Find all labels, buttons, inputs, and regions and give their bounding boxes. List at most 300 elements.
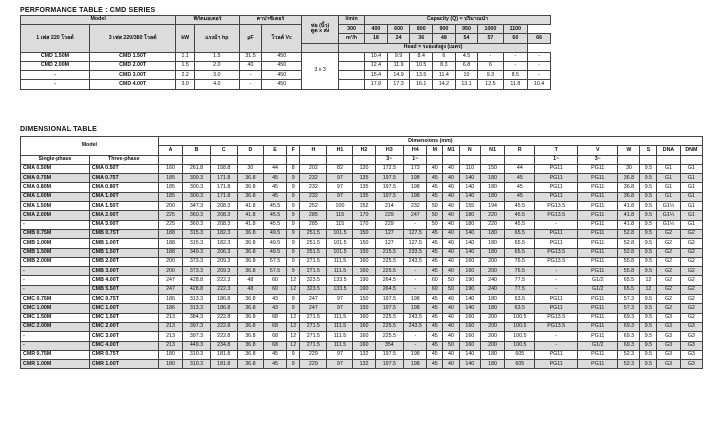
dim-value: G3 [680,322,702,331]
dim-col-h: H [300,146,327,155]
perf-lmin-6: 1000 [478,25,503,34]
perf-phase3-header: 3 เฟส 220/380 โวลต์ [89,25,175,53]
dim-subrow-cell [353,155,375,164]
dim-value: 285 [300,211,327,220]
perf-head-value: 10.5 [410,61,433,70]
dim-value: 349.3 [183,248,210,257]
dim-value: - [404,332,427,341]
dim-value: 261.8 [183,164,210,173]
dim-value: 45.5 [263,211,286,220]
dim-value: 50 [427,220,443,229]
dim-value: PG11 [535,295,578,304]
dim-value: 271.5 [300,313,327,322]
dim-value: 180 [480,229,505,238]
dim-value: - [535,220,578,229]
dim-row [21,360,703,369]
perf-pipe-header: ท่อ (นิ้ว) ดูด x ส่ง [302,16,339,44]
dim-value: 40 [443,350,460,359]
perf-lmin-label: l/min [338,16,364,25]
dim-row [21,276,703,285]
dim-model-1ph: CMA 1.50M [21,202,90,211]
dim-value: 160 [459,313,480,322]
dim-model-1ph: CMA 0.75M [21,174,90,183]
dim-value: G2 [657,229,680,238]
dim-value: PG13.5 [535,202,578,211]
dim-value: G3 [680,350,702,359]
dim-value: 12 [287,276,300,285]
dim-row [21,183,703,192]
dim-value: 428.8 [183,285,210,294]
dim-value: G1 [657,183,680,192]
dim-col-t: T [535,146,578,155]
perf-head-value: 8.4 [410,52,433,61]
dim-value: 57.3 [618,295,640,304]
dim-col-h2: H2 [353,146,375,155]
dim-model-3ph: CMB 4.00T [89,276,158,285]
dim-value: 150 [480,164,505,173]
dim-value: G3 [680,332,702,341]
dim-value: PG11 [578,360,618,369]
perf-head-value: 15.4 [365,71,388,80]
dim-subrow-cell [459,155,480,164]
dim-value: 605 [505,350,535,359]
dim-value: 45 [427,248,443,257]
dim-model-3ph: CMB 3.00T [89,267,158,276]
dim-value: 65.5 [618,276,640,285]
dim-model-3ph: CMR 0.75T [89,350,158,359]
dim-value: 180 [480,304,505,313]
dim-value: 100 [327,202,353,211]
dim-value: 45 [427,295,443,304]
dim-value: 140 [459,174,480,183]
dim-value: 45 [505,183,535,192]
dim-value: 229 [300,350,327,359]
perf-vc: 450 [262,52,302,61]
dim-value: 60 [427,285,443,294]
dim-value: 52.8 [618,248,640,257]
dim-value: PG13.5 [535,322,578,331]
dim-row [21,202,703,211]
dim-value: - [404,341,427,350]
dim-value: 190 [459,285,480,294]
dim-value: 315.3 [183,229,210,238]
dim-value: 190 [353,285,375,294]
dim-value: 135 [353,183,375,192]
dim-value: 9.5 [640,332,657,341]
dim-value: 133.5 [327,285,353,294]
perf-kw-header: kW [176,25,195,53]
dim-value: 100.5 [505,322,535,331]
perf-capacity-header: Capacity (Q) = ปริมาณน้ำ [365,16,551,25]
dim-value: 181.8 [210,360,237,369]
dim-value: 428.8 [183,276,210,285]
dim-value: 170 [353,211,375,220]
dim-value: 8 [287,164,300,173]
dim-col-dna: DNA [657,146,680,155]
dim-value: 40 [443,164,460,173]
dim-value: 9 [287,192,300,201]
perf-head-value: 9.3 [478,71,503,80]
dim-value: 40 [443,174,460,183]
perf-pipe-value: 3 x 3 [302,52,339,89]
dim-value: 36.8 [237,313,263,322]
dim-value: PG11 [578,332,618,341]
dim-model-1ph: CMC 2.00M [21,322,90,331]
perf-lmin-0: 300 [338,25,364,34]
dim-value: 36.8 [618,192,640,201]
dim-value: 397.3 [183,332,210,341]
dim-value: 82 [327,164,353,173]
dim-value: PG11 [535,164,578,173]
dim-value: 45.5 [263,202,286,211]
dim-value: G2 [680,248,702,257]
perf-lmin-1: 400 [365,25,388,34]
dim-value: 247 [158,285,183,294]
dim-value: G1/2 [578,285,618,294]
dim-col-r: R [505,146,535,155]
dim-value: - [535,276,578,285]
dim-subrow-cell [427,155,443,164]
dim-value: 40 [443,248,460,257]
dim-value: G3 [657,313,680,322]
dim-model-3ph: CMB 1.00T [89,239,158,248]
dim-value: 180 [480,248,505,257]
perf-uf-header: µF [239,25,262,53]
dim-value: 234.8 [210,341,237,350]
dim-row [21,174,703,183]
dim-value: 111.5 [327,313,353,322]
dim-value: 69.3 [618,313,640,322]
dim-value: G2 [657,304,680,313]
dim-value: 198 [404,360,427,369]
dim-value: 111.5 [327,332,353,341]
dim-value: 200 [158,257,183,266]
dim-value: 133.5 [327,276,353,285]
dim-value: 300.3 [183,183,210,192]
dim-value: 271.5 [300,322,327,331]
dim-value: 232 [404,202,427,211]
perf-head-value: 9.9 [387,52,410,61]
dim-value: 40 [427,164,443,173]
perf-hp: 4.0 [194,80,239,89]
perf-lmin-4: 900 [433,25,456,34]
dim-value: 271.5 [300,257,327,266]
dim-value: 182.3 [210,239,237,248]
perf-head-value: 10.4 [528,80,551,89]
perf-head-value: 13.1 [455,80,478,89]
dim-value: 36.8 [237,248,263,257]
dim-value: 213 [158,341,183,350]
dim-value: 9 [287,229,300,238]
dim-value: 173 [404,164,427,173]
dim-value: 40 [443,257,460,266]
dim-subrow-cell [480,155,505,164]
dim-col-w: W [618,146,640,155]
dim-value: 213 [158,322,183,331]
dim-value: 197.5 [375,304,404,313]
dim-subrow-cell: 1~ [535,155,578,164]
dim-col-dnm: DNM [680,146,702,155]
dim-subrow-cell: 1~ [404,155,427,164]
perf-head-value: 6 [433,52,456,61]
dim-value: G3 [657,350,680,359]
dim-col-b: B [183,146,210,155]
dim-subrow-cell [263,155,286,164]
dim-value: 9 [287,239,300,248]
dim-model-3ph: CMB 5.50T [89,285,158,294]
dim-model-1ph: CMB 1.00M [21,239,90,248]
dim-value: 30 [237,164,263,173]
dim-row [21,267,703,276]
perf-capacitor-header: คาปาซิเตอร์ [239,16,302,25]
dim-value: 206.3 [210,248,237,257]
dim-value: 36.8 [618,174,640,183]
dim-value: 140 [459,350,480,359]
dim-value: 200 [480,322,505,331]
dim-value: 9 [287,174,300,183]
dim-value: 69.3 [618,332,640,341]
dim-value: 110 [459,164,480,173]
dim-model-3ph: CMA 0.80T [89,183,158,192]
perf-head-value: - [528,61,551,70]
dim-model-3ph: CMC 4.00T [89,341,158,350]
dim-col-d: D [237,146,263,155]
dim-model-3ph: CMB 0.75T [89,229,158,238]
dim-value: 150 [353,295,375,304]
dim-value: G1 [680,202,702,211]
dim-value: 135 [353,174,375,183]
dim-value: 45 [263,192,286,201]
dim-value: - [404,267,427,276]
dim-value: 190 [459,276,480,285]
dim-value: - [535,341,578,350]
dim-value: 225 [158,211,183,220]
dim-value: 68 [263,341,286,350]
dim-value: 225 [158,220,183,229]
dim-value: 65.5 [505,248,535,257]
dim-value: PG13.5 [535,257,578,266]
perf-head-value: 17.8 [365,80,388,89]
dim-value: 12 [640,285,657,294]
dim-value: 45 [427,322,443,331]
dim-value: G3 [680,360,702,369]
dim-value: 180 [158,360,183,369]
perf-row [21,52,551,61]
dim-value: 40 [443,211,460,220]
dim-value: 12 [287,332,300,341]
dim-value: 185 [158,192,183,201]
dim-value: 60 [427,276,443,285]
perf-uf: 31.5 [239,52,262,61]
dim-subrow-cell [327,155,353,164]
perf-lmin-7: 1100 [503,25,528,34]
dim-value: G1 [680,211,702,220]
perf-hp-header: แรงม้า hp [194,25,239,53]
dim-value: G2 [680,285,702,294]
dim-value: 232 [300,192,327,201]
dim-value: 188 [158,248,183,257]
dim-subrow-cell: 3~ [578,155,618,164]
dim-value: PG11 [578,174,618,183]
dim-value: 172.5 [375,164,404,173]
dim-col-m1: M1 [443,146,460,155]
perf-head-value: 4.5 [455,52,478,61]
dim-value: 271.5 [300,341,327,350]
dim-value: PG11 [535,183,578,192]
dim-value: 222.8 [210,322,237,331]
dim-value: 264.5 [375,285,404,294]
dim-value: PG11 [578,350,618,359]
dim-subrow-cell [618,155,640,164]
perf-head-value: 10.4 [365,52,388,61]
dim-value: 57.5 [263,257,286,266]
dim-value: 170 [353,220,375,229]
dim-value: 45 [427,192,443,201]
dim-value: 285 [300,220,327,229]
dim-value: 36.8 [237,229,263,238]
dim-model-1ph: CMA 0.50M [21,164,90,173]
dim-value: 208.3 [210,211,237,220]
dim-value: PG11 [578,313,618,322]
dim-value: G2 [680,304,702,313]
dim-model-3ph: CMA 0.75T [89,174,158,183]
perf-m3h-label: m³/h [338,34,364,43]
dim-row [21,295,703,304]
dim-model-3ph: CMB 1.50T [89,248,158,257]
dim-value: 252 [300,202,327,211]
dim-value: G2 [657,257,680,266]
dim-value: 9.5 [640,341,657,350]
dim-value: PG11 [578,220,618,229]
dim-value: 115 [327,220,353,229]
dim-model-1ph: CMB 1.50M [21,248,90,257]
dim-value: 194 [480,202,505,211]
dim-value: PG13.5 [535,248,578,257]
dim-value: 315.3 [183,239,210,248]
dim-value: 12 [640,276,657,285]
dim-model-1ph: CMR 1.00M [21,360,90,369]
dim-value: PG11 [578,322,618,331]
dim-value: 40 [443,295,460,304]
dim-value: 140 [459,248,480,257]
dim-value: 60 [263,285,286,294]
dim-row [21,164,703,173]
perf-head-value: 6.8 [455,61,478,70]
dim-value: 68 [263,332,286,341]
dim-value: 9 [287,350,300,359]
dim-value: 225.5 [375,322,404,331]
dim-row [21,192,703,201]
dim-value: 36.8 [237,192,263,201]
dim-value: G2 [657,267,680,276]
dim-value: PG11 [578,164,618,173]
dim-value: G2 [680,267,702,276]
dim-value: 160 [353,257,375,266]
perf-model-3ph: CMD 4.00T [89,80,175,89]
dim-value: 50 [443,285,460,294]
dim-value: 180 [480,350,505,359]
dim-value: 12 [287,285,300,294]
dim-value: 200 [480,332,505,341]
dim-value: 208.3 [210,220,237,229]
dim-value: 36.8 [237,183,263,192]
dim-single-header: Single-phase [21,155,90,164]
dim-value: 44 [263,164,286,173]
dim-value: 9.5 [640,257,657,266]
perf-vc: 450 [262,80,302,89]
dim-value: 158.8 [210,164,237,173]
dim-value: 97 [327,295,353,304]
dim-value: 171.8 [210,183,237,192]
dim-value: 45 [427,313,443,322]
dim-model-1ph: CMA 2.00M [21,211,90,220]
dim-value: 152 [353,202,375,211]
perf-head-value: 11.4 [433,71,456,80]
dim-value: G2 [680,295,702,304]
dim-row [21,239,703,248]
perf-uf: - [239,80,262,89]
dim-value: 213 [158,313,183,322]
dim-value: 188 [158,239,183,248]
perf-hp: 1.5 [194,52,239,61]
dim-value: 247 [158,276,183,285]
perf-head-value: 13.5 [410,71,433,80]
dim-value: 313.3 [183,304,210,313]
dim-value: G2 [657,276,680,285]
dim-value: 186.8 [210,295,237,304]
dim-value: 160 [353,313,375,322]
dim-value: 65.5 [505,229,535,238]
dim-value: 200 [480,257,505,266]
dim-value: - [535,267,578,276]
dim-value: G2 [657,248,680,257]
dim-value: 182.3 [210,229,237,238]
dim-value: PG11 [578,257,618,266]
dim-value: 45 [427,257,443,266]
perf-row [21,61,551,70]
perf-head-value: 14.9 [387,71,410,80]
perf-row [21,80,551,89]
dim-value: 50 [427,211,443,220]
dim-value: 97 [327,304,353,313]
dimensional-table [20,136,703,369]
dim-value: 225.5 [375,332,404,341]
dim-value: 127 [375,239,404,248]
dim-value: G1 [680,183,702,192]
dim-value: 197.5 [375,174,404,183]
dim-value: - [535,332,578,341]
perf-head-value: 8.5 [503,71,528,80]
dim-value: - [404,285,427,294]
dim-value: 49.5 [263,229,286,238]
dim-value: 41.8 [618,220,640,229]
dim-value: 251.5 [300,229,327,238]
dim-value: 9 [287,202,300,211]
dim-value: PG11 [535,192,578,201]
perf-model-1ph: CMD 2.00M [21,61,90,70]
perf-lmin-5: 950 [455,25,478,34]
dim-value: G2 [680,229,702,238]
perf-model-header: Model [21,16,176,25]
dim-value: 313.3 [183,295,210,304]
dim-value: 97 [327,174,353,183]
dim-value: 225.5 [375,267,404,276]
perf-m3h-5: 57 [478,34,503,43]
dim-value: 40 [443,360,460,369]
dim-value: 150 [353,304,375,313]
dim-value: 229 [375,220,404,229]
dim-value: 198 [404,192,427,201]
